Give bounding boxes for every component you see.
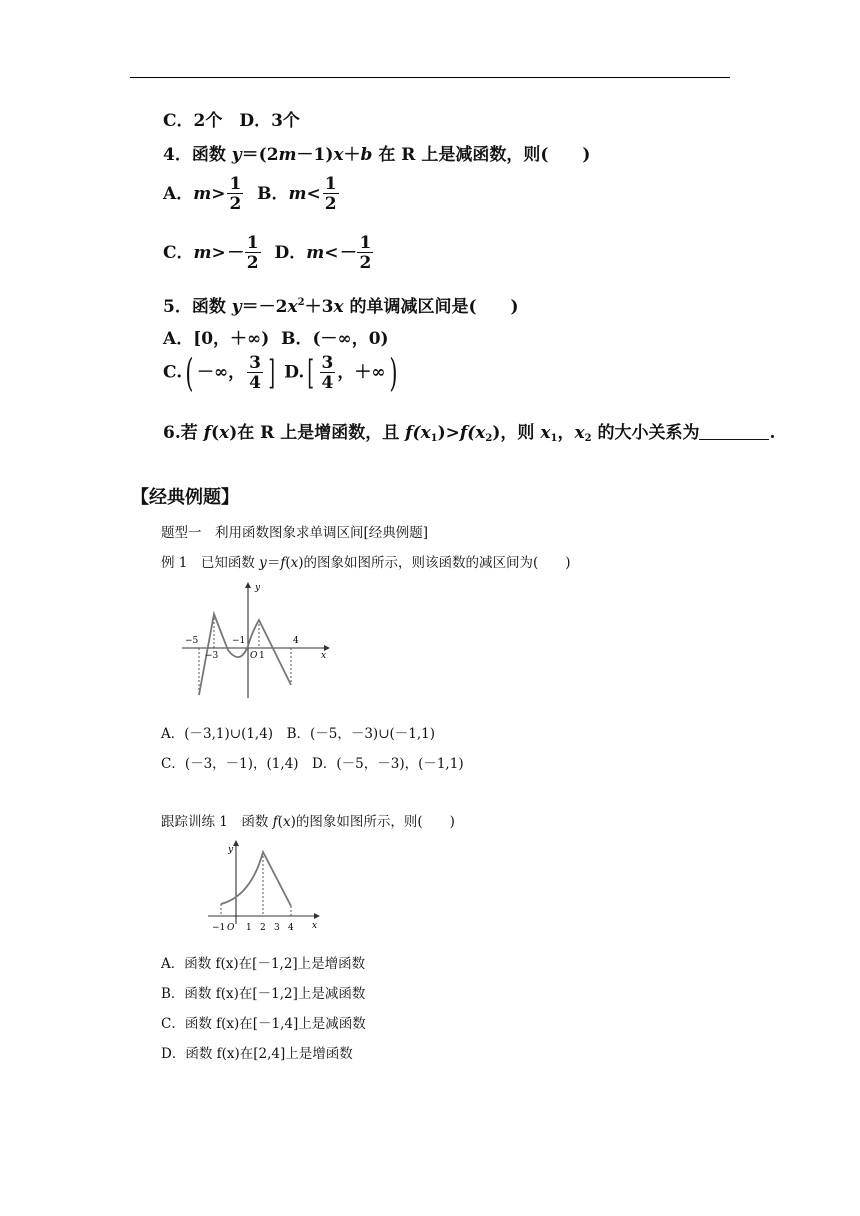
q3-options: C．2个 D．3个: [163, 111, 300, 131]
q5-var-y: y: [231, 297, 242, 317]
q5-optC-inner: －∞，: [196, 362, 246, 383]
q5-var-x: x: [333, 297, 344, 317]
q5-text: 函数: [191, 297, 232, 317]
ex1-var-y: y: [259, 555, 267, 571]
frac-den: 2: [324, 194, 337, 214]
q4-var-y: y: [231, 145, 242, 165]
q4-var-m: m: [278, 145, 297, 165]
q4-text: 函数: [191, 145, 232, 165]
y-axis-arrow-icon: [245, 582, 251, 588]
header-rule: [130, 77, 730, 78]
q6-sub2: 2: [485, 433, 493, 444]
example1-stem: 例 1 已知函数 y＝f(x)的图象如图所示，则该函数的减区间为( ): [161, 555, 571, 571]
q6-period: .: [769, 423, 776, 443]
q5-text: ＝－2: [241, 297, 288, 317]
q6-fx2: f(x: [459, 423, 486, 443]
q6-text: )在 R 上是增函数，且: [229, 423, 406, 443]
tick-label: −5: [185, 636, 199, 646]
q4-text: －1): [296, 145, 334, 165]
q4-optC-rel: m>－: [193, 243, 243, 263]
q6-text: 6.若: [163, 423, 204, 443]
answer-blank[interactable]: [699, 425, 769, 440]
q5-optB: B．(－∞，0): [281, 329, 389, 349]
q5-options-cd: [163, 351, 400, 395]
fraction: [323, 176, 339, 213]
q4-optC-label: C．: [163, 243, 194, 263]
fraction: [247, 352, 263, 393]
example1-options-ab: A．(－3,1)∪(1,4) B．(－5，－3)∪(－1,1): [161, 726, 436, 742]
section-title: 【经典例题】: [131, 487, 239, 508]
q6-sub2: 2: [584, 433, 592, 444]
open-paren-icon: (: [185, 351, 194, 395]
track1-text: 跟踪训练 1 函数: [161, 814, 273, 830]
q5-text: ＋3: [304, 297, 334, 317]
x-axis-arrow-icon: [314, 913, 320, 919]
x-axis-label: x: [312, 921, 318, 931]
frac-num: 1: [324, 174, 337, 194]
origin-label: O: [227, 923, 235, 933]
track1-text: )的图象如图所示，则( ): [290, 814, 455, 830]
tick-label: 4: [288, 923, 294, 933]
q5-exponent: 2: [297, 297, 305, 308]
q6-text: 的大小关系为: [591, 423, 700, 443]
q5-optD-inner: ，＋∞: [337, 362, 386, 383]
fraction: [227, 176, 243, 213]
q5-stem: [163, 292, 519, 317]
q4-text: ＝(2: [241, 145, 279, 165]
q4-optB-rel: m<: [288, 184, 321, 204]
q4-options-ab: [163, 176, 341, 213]
ex1-text: 例 1 已知函数: [161, 555, 260, 571]
fraction: [320, 352, 336, 393]
tick-label: 1: [246, 923, 252, 933]
q5-options-ab: [163, 324, 389, 349]
tick-label: 1: [259, 651, 265, 661]
y-axis-label: y: [255, 583, 261, 593]
q4-options-cd: [163, 235, 375, 272]
y-axis-arrow-icon: [233, 840, 239, 846]
open-bracket-icon: [: [307, 353, 315, 393]
q5-optA: A．[0，＋∞): [163, 329, 270, 349]
y-axis-label: y: [228, 845, 234, 855]
q6-text: (: [211, 423, 220, 443]
track1-var-x: x: [282, 814, 291, 830]
ex1-text: )的图象如图所示，则该函数的减区间为( ): [298, 555, 571, 571]
q6-var-x2: x: [574, 423, 585, 443]
tick-label: −3: [205, 651, 219, 661]
ex1-var-f: f: [280, 555, 286, 571]
example1-graph: [178, 580, 334, 702]
q5-text: 的单调减区间是( ): [343, 297, 519, 317]
fraction: [245, 235, 261, 272]
q4-optA-rel: m>: [193, 184, 226, 204]
q4-optD-label: D．: [274, 243, 307, 263]
q5-optD-label: D.: [284, 362, 305, 383]
frac-den: 2: [359, 253, 372, 273]
frac-num: 1: [359, 233, 372, 253]
frac-den: 2: [229, 194, 242, 214]
q4-optD-rel: m<－: [306, 243, 356, 263]
q6-gt: )>: [437, 423, 460, 443]
q4-var-x: x: [333, 145, 344, 165]
track1-optC: C．函数 f(x)在[－1,4]上是减函数: [161, 1016, 366, 1032]
tick-label: −1: [212, 923, 226, 933]
fraction: [357, 235, 373, 272]
type1-heading: 题型一 利用函数图象求单调区间[经典例题]: [161, 525, 429, 541]
q5-var-x: x: [287, 297, 298, 317]
frac-num: 1: [246, 233, 259, 253]
q6-sub1: 1: [430, 433, 438, 444]
q4-text: 在 R 上是减函数，则( ): [372, 145, 591, 165]
q6-text: )，则: [492, 423, 541, 443]
close-bracket-icon: ]: [268, 353, 275, 393]
frac-den: 4: [321, 372, 334, 393]
q6-var-x: x: [219, 423, 230, 443]
close-paren-icon: ): [388, 351, 398, 395]
q6-var-f: f: [203, 423, 211, 443]
origin-label: O: [250, 651, 258, 661]
q4-var-b: b: [360, 145, 373, 165]
q6-text: ，: [557, 423, 575, 443]
q4-text: ＋: [343, 145, 361, 165]
q6-stem: [163, 418, 775, 444]
frac-num: 3: [321, 352, 334, 373]
tick-label: 2: [260, 923, 266, 933]
ex1-text: ＝: [266, 555, 281, 571]
track1-graph: [206, 838, 324, 938]
q4-optB-label: B．: [257, 184, 289, 204]
tick-label: −1: [232, 636, 246, 646]
frac-num: 3: [249, 352, 261, 373]
track1-stem: 跟踪训练 1 函数 f(x)的图象如图所示，则( ): [161, 814, 455, 830]
track1-var-f: f: [272, 814, 278, 830]
example1-options-cd: C．(－3，－1)，(1,4) D．(－5，－3)，(－1,1): [161, 756, 464, 772]
ex1-var-x: x: [290, 555, 299, 571]
x-axis-label: x: [321, 651, 327, 661]
q5-number: 5．: [163, 297, 192, 317]
q6-var-x1: x: [540, 423, 551, 443]
tick-label: 3: [274, 923, 280, 933]
track1-optB: B．函数 f(x)在[－1,2]上是减函数: [161, 986, 366, 1002]
tick-label: 4: [293, 636, 299, 646]
q4-stem: [163, 140, 590, 165]
function-curve: [221, 852, 291, 906]
frac-num: 1: [229, 174, 242, 194]
q6-fx1: f(x: [405, 423, 431, 443]
frac-den: 2: [246, 253, 259, 273]
frac-den: 4: [249, 372, 261, 393]
q5-optC-label: C.: [163, 362, 183, 383]
track1-optA: A．函数 f(x)在[－1,2]上是增函数: [161, 956, 366, 972]
q4-number: 4．: [163, 145, 192, 165]
track1-optD: D．函数 f(x)在[2,4]上是增函数: [161, 1046, 353, 1062]
q6-sub1: 1: [550, 433, 558, 444]
q4-optA-label: A．: [163, 184, 194, 204]
